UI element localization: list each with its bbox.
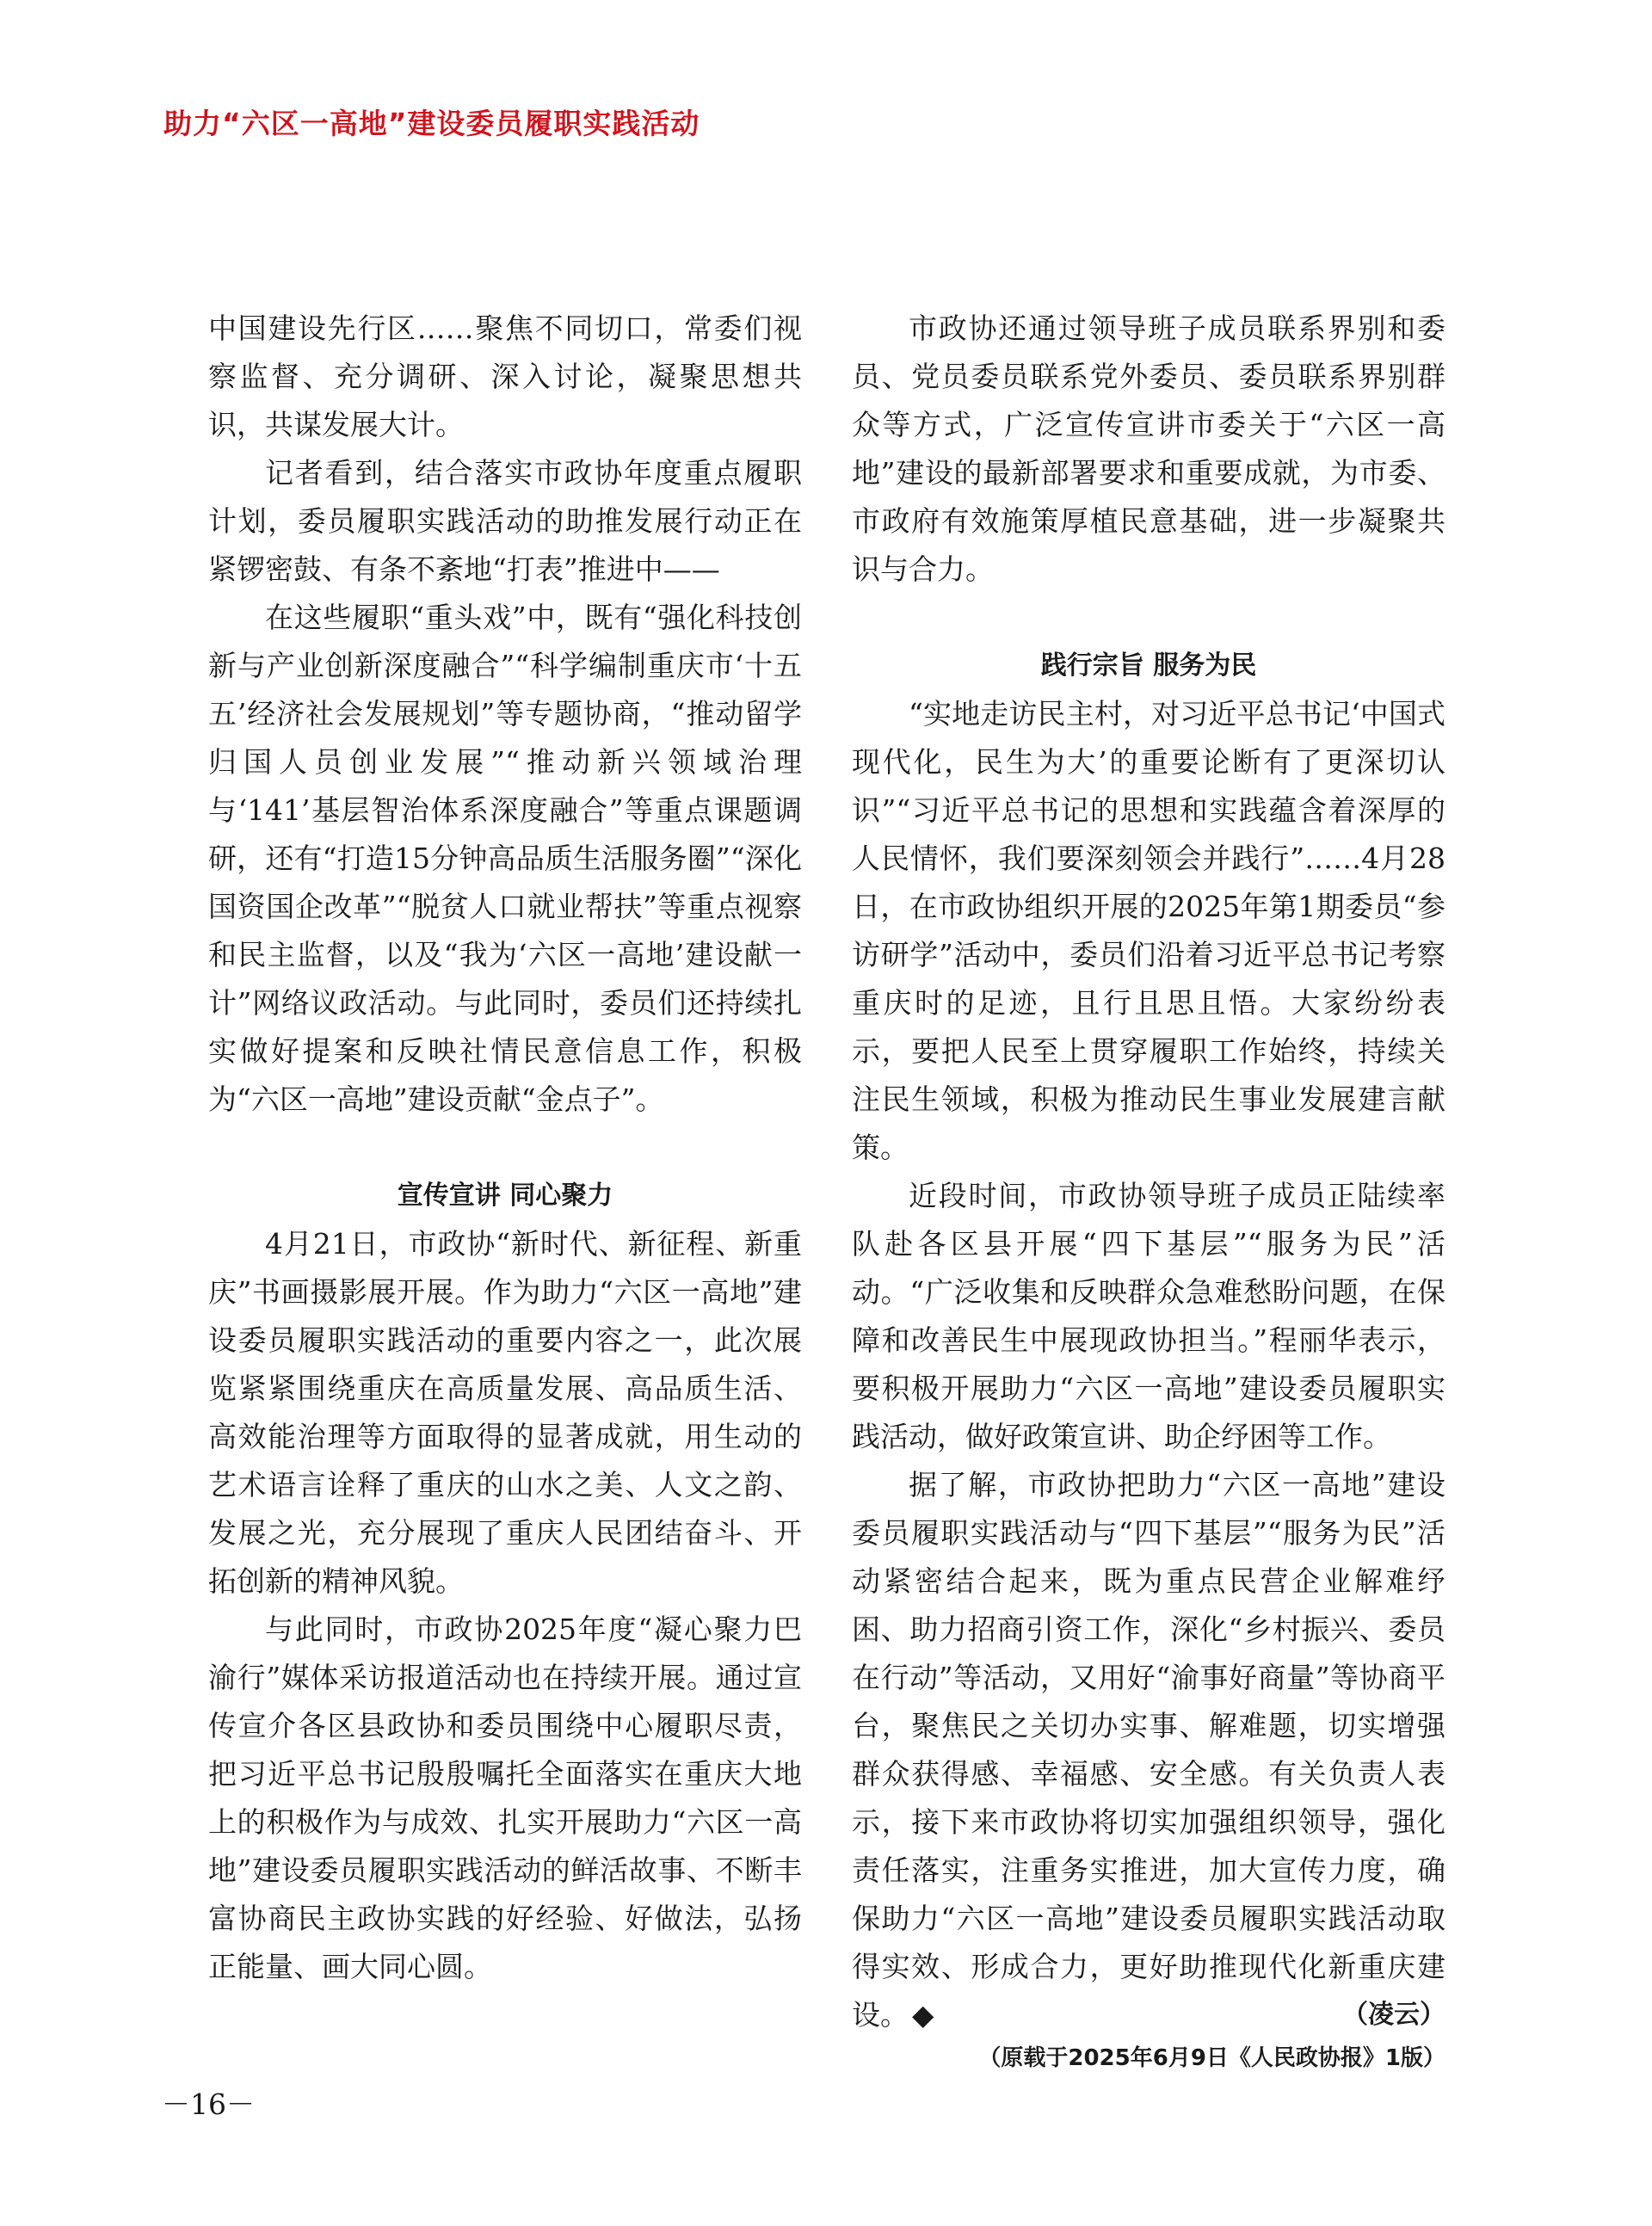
left-paragraph-4: 4月21日，市政协“新时代、新征程、新重庆”书画摄影展开展。作为助力“六区一高地”建设委员履职实践活动的重要内容之一，此次展览紧紧围绕重庆在高质量发展、高品质生活、高效能治理等方面取得的显著成就，用生动的艺术语言诠释了重庆的山水之美、人文之韵、发展之光，充分展现了重庆人民团结奋斗、开拓创新的精神风貌。 xyxy=(208,1227,802,1598)
left-column xyxy=(208,305,802,1991)
left-paragraph-3: 在这些履职“重头戏”中，既有“强化科技创新与产业创新深度融合”“科学编制重庆市‘十五五’经济社会发展规划”等专题协商，“推动留学归国人员创业发展”“推动新兴领域治理与‘141’基层智治体系深度融合”等重点课题调研，还有“打造15分钟高品质生活服务圈”“深化国资国企改革”“脱贫人口就业帮扶”等重点视察和民主监督，以及“我为‘六区一高地’建设献一计”网络议政活动。与此同时，委员们还持续扎实做好提案和反映社情民意信息工作，积极为“六区一高地”建设贡献“金点子”。 xyxy=(208,601,802,1116)
left-paragraph-1: 中国建设先行区……聚焦不同切口，常委们视察监督、充分调研、深入讨论，凝聚思想共识，共谋发展大计。 xyxy=(208,311,802,441)
page-number: －16－ xyxy=(162,2087,255,2121)
section-heading-service: 践行宗旨 服务为民 xyxy=(1040,651,1257,681)
section-heading-publicity: 宣传宣讲 同心聚力 xyxy=(397,1181,613,1211)
byline: （凌云） xyxy=(1342,2000,1446,2030)
left-paragraph-5: 与此同时，市政协2025年度“凝心聚力巴渝行”媒体采访报道活动也在持续开展。通过宣传宣介各区县政协和委员围绕中心履职尽责，把习近平总书记殷殷嘱托全面落实在重庆大地上的积极作为与成效、扎实开展助力“六区一高地”建设委员履职实践活动的鲜活故事、不断丰富协商民主政协实践的好经验、好做法，弘扬正能量、画大同心圆。 xyxy=(208,1612,802,1983)
left-paragraph-2: 记者看到，结合落实市政协年度重点履职计划，委员履职实践活动的助推发展行动正在紧锣密鼓、有条不紊地“打表”推进中—— xyxy=(208,456,802,586)
end-mark-icon: ◆ xyxy=(912,1998,934,2032)
source-note: （原载于2025年6月9日《人民政协报》1版） xyxy=(978,2045,1446,2071)
right-paragraph-4 xyxy=(852,1461,1446,2039)
right-paragraph-2: “实地走访民主村，对习近平总书记‘中国式现代化，民生为大’的重要论断有了更深切认识”“习近平总书记的思想和实践蕴含着深厚的人民情怀，我们要深刻领会并践行”……4月28日，在市政协组织开展的2025年第1期委员“参访研学”活动中，委员们沿着习近平总书记考察重庆时的足迹，且行且思且悟。大家纷纷表示，要把人民至上贯穿履职工作始终，持续关注民生领域，积极为推动民生事业发展建言献策。 xyxy=(852,697,1446,1164)
right-paragraph-1: 市政协还通过领导班子成员联系界别和委员、党员委员联系党外委员、委员联系界别群众等方式，广泛宣传宣讲市委关于“六区一高地”建设的最新部署要求和重要成就，为市委、市政府有效施策厚植民意基础，进一步凝聚共识与合力。 xyxy=(852,311,1446,586)
right-paragraph-4-text: 据了解，市政协把助力“六区一高地”建设委员履职实践活动与“四下基层”“服务为民”活动紧密结合起来，既为重点民营企业解难纾困、助力招商引资工作，深化“乡村振兴、委员在行动”等活动，又用好“渝事好商量”等协商平台，聚焦民之关切办实事、解难题，切实增强群众获得感、幸福感、安全感。有关负责人表示，接下来市政协将切实加强组织领导，强化责任落实，注重务实推进，加大宣传力度，确保助力“六区一高地”建设委员履职实践活动取得实效、形成合力，更好助推现代化新重庆建设。 xyxy=(852,1468,1446,2032)
running-title: 助力“六区一高地”建设委员履职实践活动 xyxy=(163,107,700,140)
right-paragraph-3: 近段时间，市政协领导班子成员正陆续率队赴各区县开展“四下基层”“服务为民”活动。“广泛收集和反映群众急难愁盼问题，在保障和改善民生中展现政协担当。”程丽华表示，要积极开展助力“六区一高地”建设委员履职实践活动，做好政策宣讲、助企纾困等工作。 xyxy=(852,1179,1446,1453)
right-column xyxy=(852,305,1446,2077)
